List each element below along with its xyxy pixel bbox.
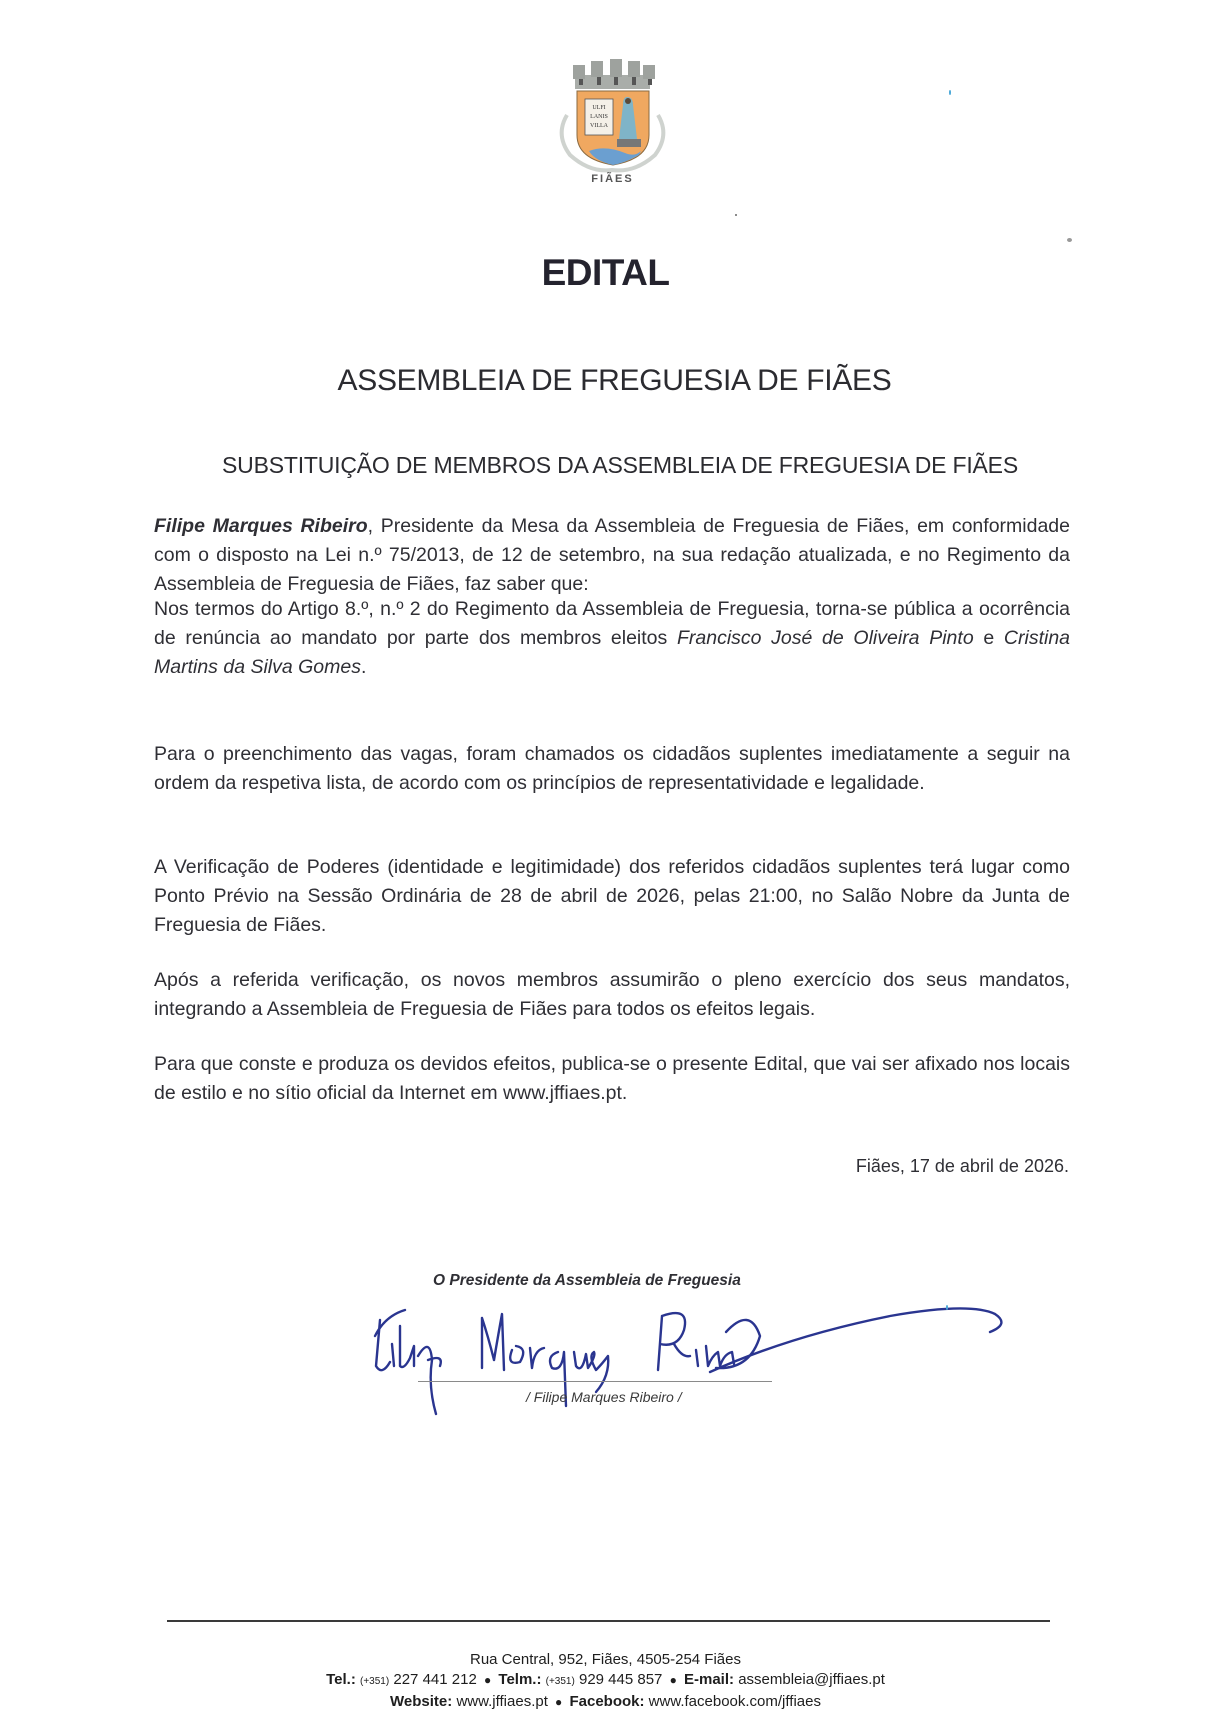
coat-of-arms-icon (555, 55, 670, 175)
facebook-link[interactable]: www.facebook.com/jffiaes (648, 1693, 821, 1710)
scan-speck (1067, 238, 1072, 242)
footer-divider (167, 1620, 1050, 1622)
footer-web-line (0, 1692, 1211, 1712)
email-link[interactable]: assembleia@jffiaes.pt (738, 1671, 885, 1688)
paragraph-introduction (154, 512, 1070, 599)
handwritten-signature (370, 1296, 1020, 1416)
member-name-2: Cristina Martins da Silva Gomes (154, 627, 1071, 678)
date-line: Fiães, 17 de abril de 2026. (855, 1156, 1069, 1176)
scan-speck (735, 214, 737, 216)
footer-phones-line (0, 1670, 1211, 1692)
telm-prefix: (+351) (545, 1676, 575, 1687)
paragraph-publication: Para que conste e produza os devidos efeitos, publica-se o presente Edital, que vai ser afixado nos locais de estilo e no sítio oficial da Internet em www.jffiaes.pt. (154, 1053, 1070, 1104)
document-subheading: SUBSTITUIÇÃO DE MEMBROS DA ASSEMBLEIA DE FREGUESIA DE FIÃES (222, 452, 1018, 478)
scan-speck (946, 1305, 948, 1310)
paragraph-text: Nos termos do Artigo 8.º, n.º 2 do Regimento da Assembleia de Freguesia, torna-se pública a ocorrência de renúncia ao mandato por parte dos membros eleitos (154, 598, 1070, 649)
bullet-separator-icon: ● (483, 1673, 492, 1687)
telm-number: 929 445 857 (578, 1671, 663, 1688)
document-title: EDITAL (541, 252, 670, 293)
website-link[interactable]: www.jffiaes.pt (456, 1693, 548, 1710)
paragraph-text: e (973, 627, 1004, 649)
paragraph-verification: A Verificação de Poderes (identidade e legitimidade) dos referidos cidadãos suplentes terá lugar como Ponto Prévio na Sessão Ordinária de 28 de abril de 2026, pelas 21:00, no Salão Nobre da Junta de Freguesia de Fiães. (154, 856, 1070, 936)
tel-prefix: (+351) (360, 1676, 390, 1687)
parish-crest-logo (555, 55, 670, 195)
crest-label: FIÃES (591, 173, 634, 185)
email-label: E-mail: (684, 1671, 735, 1688)
paragraph-vacancies: Para o preenchimento das vagas, foram chamados os cidadãos suplentes imediatamente a seguir na ordem da respetiva lista, de acordo com os princípios de representatividade e legalidade. (154, 743, 1070, 794)
signatory-name: / Filipe Marques Ribeiro / (526, 1389, 682, 1405)
facebook-label: Facebook: (569, 1693, 645, 1710)
bullet-separator-icon: ● (669, 1673, 677, 1687)
signatory-title: O Presidente da Assembleia de Freguesia (433, 1272, 741, 1289)
tel-label: Tel.: (326, 1671, 356, 1688)
svg-text:LANIS: LANIS (590, 114, 608, 120)
paragraph-text: , Presidente da Mesa da Assembleia de Freguesia de Fiães, em conformidade com o disposto na Lei n.º 75/2013, de 12 de setembro, na sua redação atualizada, e no Regimento da Assembleia de Freguesia de Fiães, faz saber que: (154, 515, 1070, 595)
telm-label: Telm.: (498, 1671, 542, 1688)
paragraph-mandates: Após a referida verificação, os novos membros assumirão o pleno exercício dos seus mandatos, integrando a Assembleia de Freguesia de Fiães para todos os efeitos legais. (154, 969, 1070, 1020)
website-label: Website: (390, 1693, 453, 1710)
footer-contact (0, 1650, 1211, 1712)
paragraph-resignation (154, 595, 1070, 682)
svg-text:ULFI: ULFI (592, 105, 606, 111)
document-heading: ASSEMBLEIA DE FREGUESIA DE FIÃES (337, 364, 892, 397)
svg-text:VILLA: VILLA (590, 123, 608, 129)
paragraph-text: . (361, 656, 367, 678)
president-name: Filipe Marques Ribeiro (154, 515, 368, 537)
tel-number: 227 441 212 (393, 1671, 477, 1688)
member-name-1: Francisco José de Oliveira Pinto (676, 627, 974, 649)
bullet-separator-icon: ● (555, 1695, 563, 1709)
signature-line (418, 1381, 772, 1382)
footer-address: Rua Central, 952, Fiães, 4505-254 Fiães (470, 1651, 741, 1668)
scan-speck (949, 90, 951, 95)
